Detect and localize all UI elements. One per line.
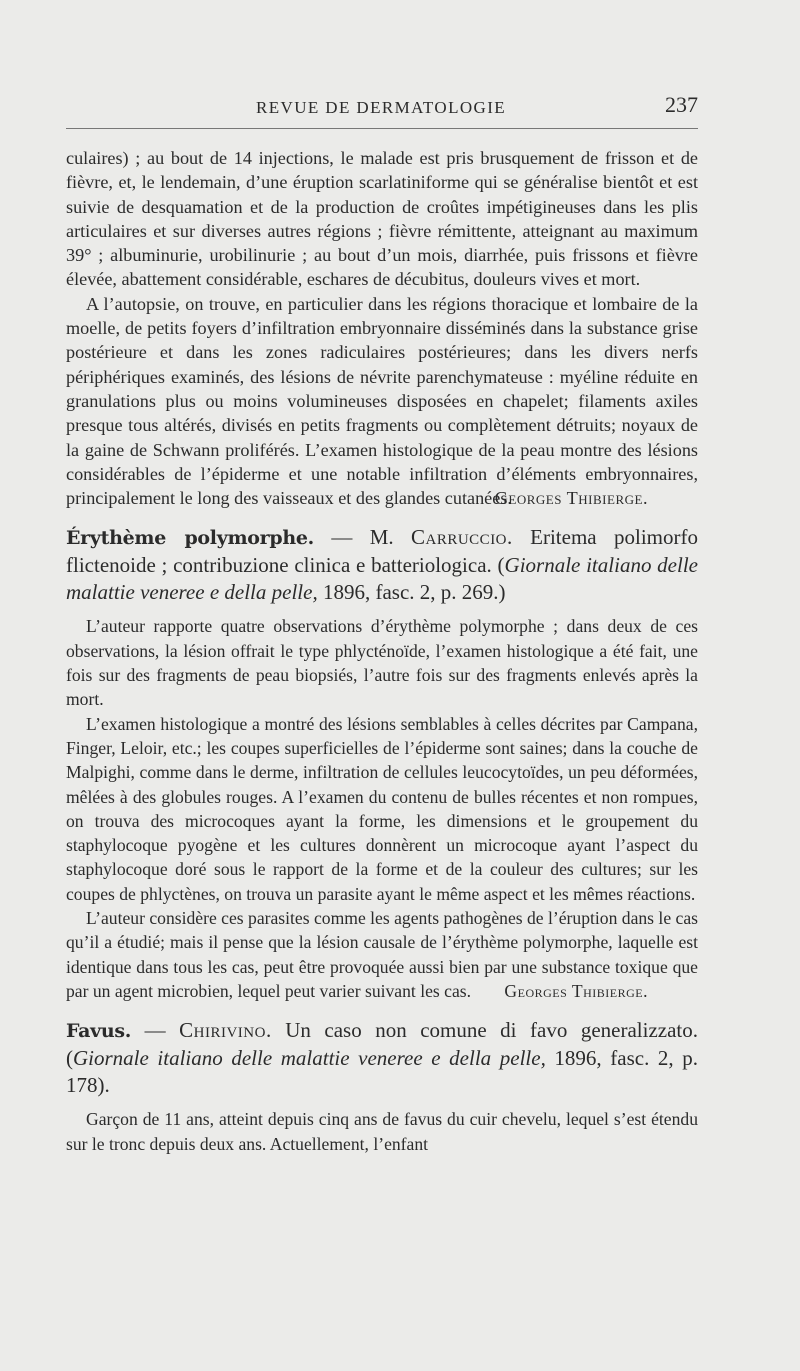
entry-reference-end-favus: 1896, fasc. 2, p. 178). — [66, 1046, 699, 1098]
entry-title-favus: Favus. — [66, 1020, 132, 1043]
signature-thibierge-1: Georges Thibierge. — [494, 488, 648, 509]
paragraph-conclusion: L’auteur considère ces parasites comme les agents pathogènes de l’éruption dans le cas qu’il a étudié; mais il pense que la lésion causale de l’érythème polymorphe, laquelle est identique dans tous les cas, peut être provoquée aussi bien par une substance toxique que par un agent microbien, lequel peut varier suivant les cas. — [66, 908, 698, 1001]
entry-dash: — M. — [313, 525, 411, 550]
entry-reference-favus: Un caso non comune di favo generalizzato. ( — [66, 1018, 698, 1071]
paragraph-continuation: culaires) ; au bout de 14 injections, le malade est pris brusquement de frisson et de fièvre, et, le lendemain, d’une éruption scarlatiniforme qui se généralise bientôt et est suivie de desquamation et de la production de croûtes impétigineuses dans les plis articulaires et sur diverses autres régions ; fièvre rémittente, atteignant au maximum 39° ; albuminurie, urobilinurie ; au bout d’un mois, diarrhée, puis frissons et fièvre élevée, abattement considérable, eschares de décubitus, douleurs vives et mort. — [66, 148, 698, 290]
entry-body-favus — [66, 1107, 698, 1156]
entry-author-chirivino: Chirivino. — [179, 1018, 272, 1043]
page-header — [66, 92, 698, 129]
page-number: 237 — [665, 92, 698, 117]
paragraph-examen: L’examen histologique a montré des lésions semblables à celles décrites par Campana, Finger, Leloir, etc.; les coupes superficielles de l’épiderme sont saines; dans la couche de Malpighi, comme dans le derme, infiltration de cellules leucocytoïdes, un peu déformées, mêlées à des globules rouges. A l’examen du contenu de bulles récentes et non rompues, on trouva des microcoques ayant la forme, les dimensions et le groupement du staphylocoque pyogène et les cultures donnèrent un microcoque ayant l’aspect du staphylocoque doré sous le rapport de la forme et de la couleur des cultures; sur les coupes de phlyctènes, on trouva un parasite ayant le même aspect et les mêmes réactions. — [66, 713, 698, 904]
entry-dash-favus: — — [131, 1018, 180, 1043]
page-body — [66, 146, 698, 1156]
paragraph-autopsie: A l’autopsie, on trouve, en particulier dans les régions thoracique et lombaire de la moelle, de petits foyers d’infiltration embryonnaire disséminés dans la substance grise postérieure et dans les zones radiculaires postérieures; dans les divers nerfs périphériques examinés, des lésions de névrite parenchymateuse : myéline réduite en granulations plus ou moins volumineuses disposées en chapelet; filaments axiles presque tous altérés, divisés en petits fragments ou complètement détruits; noyaux de la gaine de Schwann proliférés. L’examen histologique de la peau montre des lésions considérables de l’épiderme et une notable infiltration d’éléments embryonnaires, principalement le long des vaisseaux et des glandes cutanées. — [66, 293, 698, 509]
entry-journal-favus: Giornale italiano delle malattie veneree e della pelle, — [73, 1046, 546, 1071]
entry-body-erytheme — [66, 614, 698, 1003]
entry-journal: Giornale italiano delle malattie veneree e della pelle, — [66, 553, 698, 605]
entry-heading-erytheme — [66, 524, 698, 606]
paragraph-garcon: Garçon de 11 ans, atteint depuis cinq ans de favus du cuir chevelu, lequel s’est étendu sur le tronc depuis deux ans. Actuellement, l’enfant — [66, 1109, 698, 1154]
entry-reference-end: 1896, fasc. 2, p. 269.) — [317, 580, 506, 605]
running-head: REVUE DE DERMATOLOGIE — [256, 98, 507, 117]
entry-title-erytheme: Érythème polymorphe. — [66, 527, 314, 550]
entry-heading-favus — [66, 1017, 698, 1099]
paragraph-observations: L’auteur rapporte quatre observations d’érythème polymorphe ; dans deux de ces observations, la lésion offrait le type phlycténoïde, l’examen histologique a été fait, une fois sur des fragments de peau biopsiés, l’autre fois sur des fragments enlevés après la mort. — [66, 616, 698, 710]
signature-thibierge-2: Georges Thibierge. — [504, 980, 648, 1001]
entry-reference: Eritema polimorfo flictenoide ; contribuzione clinica e batteriologica. ( — [66, 525, 698, 578]
entry-author-carruccio: Carruccio. — [411, 525, 513, 550]
